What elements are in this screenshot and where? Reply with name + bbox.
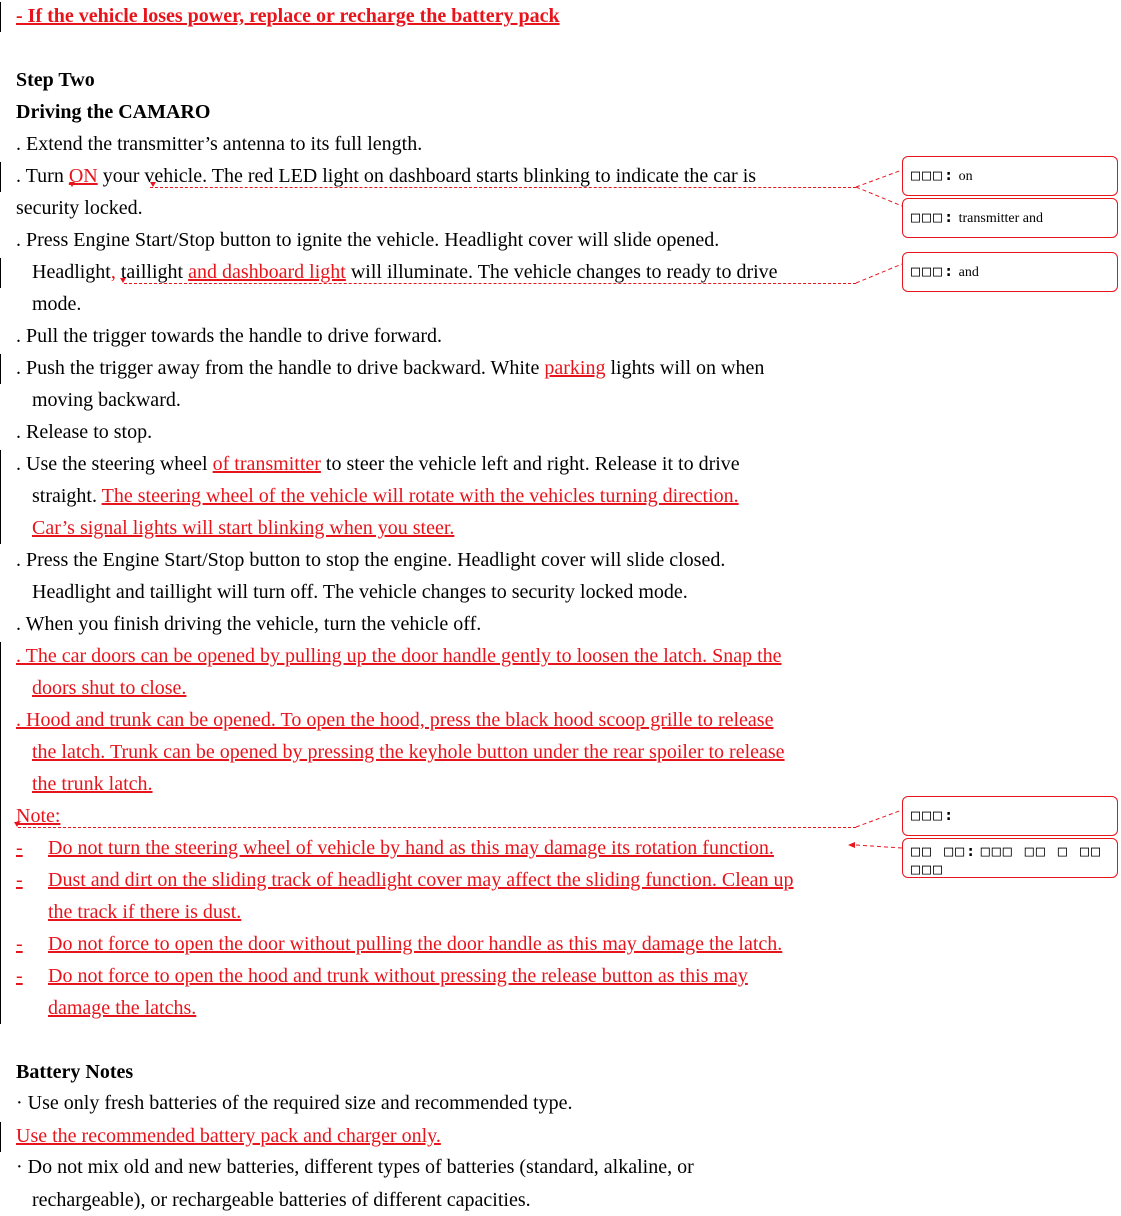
comment-text: on bbox=[958, 169, 973, 184]
comment-leader bbox=[18, 827, 856, 828]
change-bar bbox=[0, 642, 1, 1024]
note-label[interactable]: Note: bbox=[16, 805, 61, 827]
instruction-line: security locked. bbox=[16, 197, 143, 219]
note-item[interactable]: Do not force to open the hood and trunk without pressing the release button as this may bbox=[48, 965, 748, 987]
top-note: - If the vehicle loses power, replace or recharge the battery pack bbox=[16, 5, 560, 27]
inserted-comma: , bbox=[110, 261, 116, 283]
note-dash: - bbox=[16, 933, 23, 955]
note-item[interactable]: Do not force to open the door without pulling the door handle as this may damage the latch. bbox=[48, 933, 783, 955]
comment-text: transmitter and bbox=[958, 211, 1043, 226]
instruction-line: Headlight and taillight will turn off. The vehicle changes to security locked mode. bbox=[32, 581, 688, 603]
change-bar bbox=[0, 162, 1, 192]
change-bar bbox=[0, 2, 1, 32]
comment-balloon[interactable] bbox=[902, 252, 1118, 292]
instruction-line: . Press the Engine Start/Stop button to stop the engine. Headlight cover will slide closed. bbox=[16, 549, 726, 571]
note-item[interactable]: Do not turn the steering wheel of vehicle by hand as this may damage its rotation function. bbox=[48, 837, 774, 859]
instruction-line bbox=[16, 352, 764, 384]
battery-note: rechargeable), or rechargeable batteries of different capacities. bbox=[32, 1189, 531, 1211]
text-run: lights will on when bbox=[610, 357, 765, 379]
battery-note: · Do not mix old and new batteries, different types of batteries (standard, alkaline, or bbox=[16, 1156, 694, 1178]
change-bar bbox=[0, 1122, 1, 1152]
note-item[interactable]: the track if there is dust. bbox=[48, 901, 242, 923]
text-run: Headlight bbox=[32, 261, 111, 283]
comment-balloon[interactable] bbox=[902, 198, 1118, 238]
change-bar bbox=[0, 450, 1, 544]
note-item[interactable]: Dust and dirt on the sliding track of headlight cover may affect the sliding function. Clean up bbox=[48, 869, 794, 891]
inserted-line[interactable]: doors shut to close. bbox=[32, 677, 187, 699]
text-run: . Push the trigger away from the handle to drive backward. White bbox=[16, 357, 540, 379]
instruction-line: . Release to stop. bbox=[16, 421, 153, 443]
step-two-heading: Step Two bbox=[16, 69, 95, 91]
inserted-line[interactable]: . The car doors can be opened by pulling up the door handle gently to loosen the latch. Snap the bbox=[16, 645, 782, 667]
comment-author: □□□: bbox=[911, 166, 956, 184]
inserted-text[interactable]: and dashboard light bbox=[188, 261, 346, 283]
comment-balloon[interactable] bbox=[902, 156, 1118, 196]
instruction-line: . Press Engine Start/Stop button to ignite the vehicle. Headlight cover will slide opened. bbox=[16, 229, 720, 251]
instruction-line: mode. bbox=[32, 293, 82, 315]
inserted-line[interactable]: the latch. Trunk can be opened by pressing the keyhole button under the rear spoiler to release bbox=[32, 741, 785, 763]
text-run: your vehicle. The red LED light on dashboard starts blinking to indicate the car is bbox=[102, 165, 757, 187]
inserted-line[interactable]: Use the recommended battery pack and charger only. bbox=[16, 1125, 441, 1147]
comment-balloon[interactable] bbox=[902, 796, 1118, 836]
text-run: . Turn bbox=[16, 165, 64, 187]
instruction-line bbox=[16, 448, 740, 480]
comment-text: □□□ □□ □ □□ □□□ bbox=[911, 842, 1103, 878]
instruction-line bbox=[32, 480, 739, 512]
driving-heading: Driving the CAMARO bbox=[16, 101, 211, 123]
battery-heading: Battery Notes bbox=[16, 1061, 134, 1083]
inserted-text[interactable]: of transmitter bbox=[212, 453, 321, 475]
instruction-line: . When you finish driving the vehicle, turn the vehicle off. bbox=[16, 613, 482, 635]
insertion-caret bbox=[69, 182, 75, 187]
note-dash: - bbox=[16, 837, 23, 859]
text-run: straight. bbox=[32, 485, 97, 507]
text-run: will illuminate. The vehicle changes to ready to drive bbox=[350, 261, 778, 283]
note-item[interactable]: damage the latchs. bbox=[48, 997, 197, 1019]
inserted-text[interactable]: parking bbox=[544, 357, 606, 379]
instruction-line: . Extend the transmitter’s antenna to its full length. bbox=[16, 133, 423, 155]
comment-author: □□□: bbox=[911, 806, 956, 824]
text-run: taillight bbox=[120, 261, 184, 283]
note-dash: - bbox=[16, 965, 23, 987]
change-bar bbox=[0, 354, 1, 384]
battery-note: · Use only fresh batteries of the required size and recommended type. bbox=[16, 1092, 573, 1114]
inserted-line[interactable]: the trunk latch. bbox=[32, 773, 153, 795]
text-run: to steer the vehicle left and right. Release it to drive bbox=[325, 453, 740, 475]
inserted-text[interactable]: ON bbox=[68, 165, 98, 187]
comment-leader bbox=[150, 187, 856, 188]
comment-leader bbox=[124, 283, 856, 284]
comment-author: □□ □□: bbox=[911, 842, 978, 860]
change-bar bbox=[0, 258, 1, 288]
inserted-text[interactable]: The steering wheel of the vehicle will rotate with the vehicles turning direction. bbox=[101, 485, 739, 507]
comment-author: □□□: bbox=[911, 262, 956, 280]
note-dash: - bbox=[16, 869, 23, 891]
instruction-line: . Pull the trigger towards the handle to drive forward. bbox=[16, 325, 442, 347]
comment-text: and bbox=[958, 265, 979, 280]
comment-balloon[interactable] bbox=[902, 838, 1118, 878]
comment-author: □□□: bbox=[911, 208, 956, 226]
instruction-line: moving backward. bbox=[32, 389, 181, 411]
inserted-line[interactable]: Car’s signal lights will start blinking when you steer. bbox=[32, 517, 455, 539]
inserted-line[interactable]: . Hood and trunk can be opened. To open the hood, press the black hood scoop grille to release bbox=[16, 709, 774, 731]
text-run: . Use the steering wheel bbox=[16, 453, 208, 475]
